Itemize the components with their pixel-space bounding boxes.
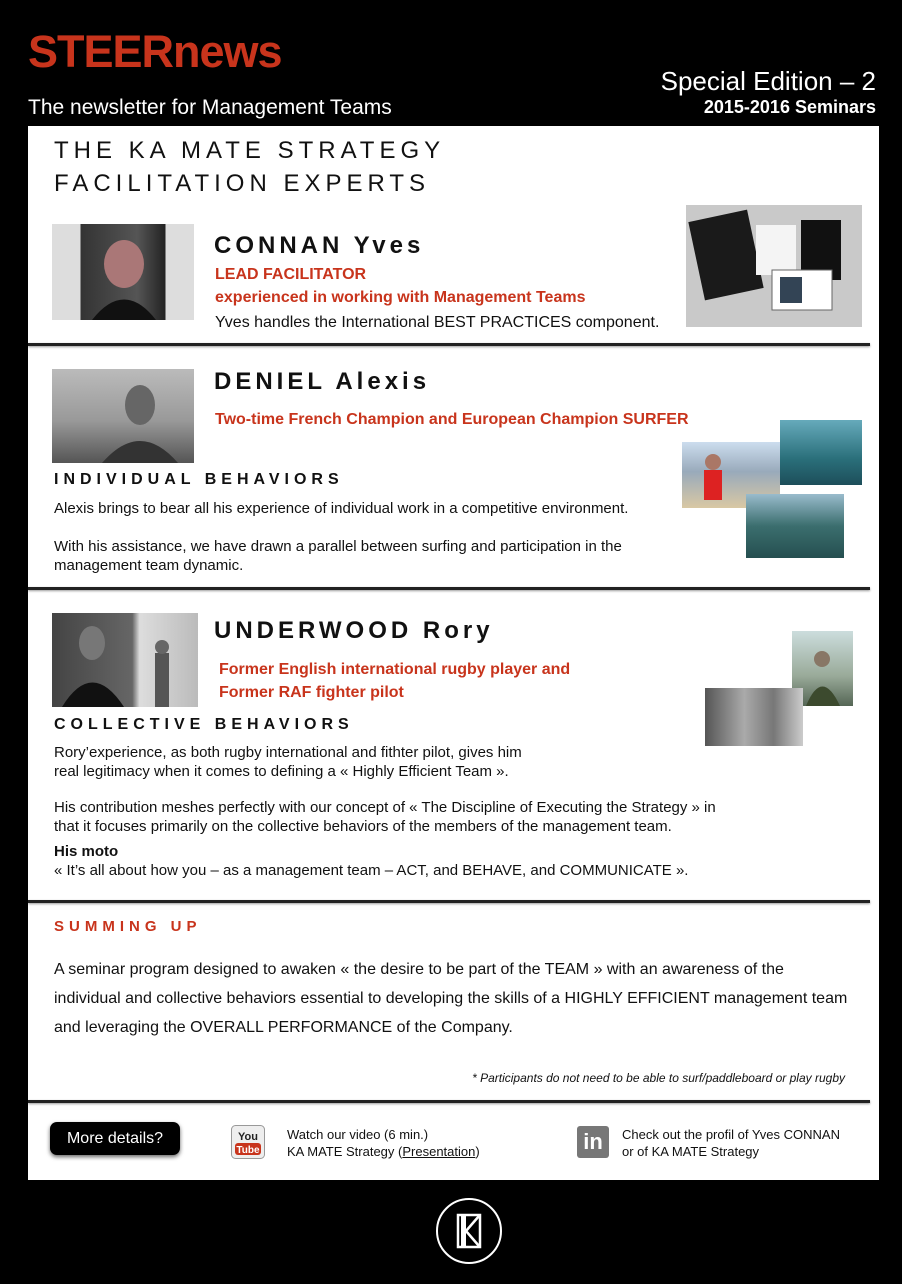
moto-quote: « It’s all about how you – as a management team – ACT, and BEHAVE, and COMMUNICATE ». <box>54 862 689 879</box>
individual-behaviors-heading: INDIVIDUAL BEHAVIORS <box>54 471 344 488</box>
surf-photo-3 <box>746 494 844 558</box>
underwood-name: UNDERWOOD Rory <box>214 617 494 644</box>
presentation-link[interactable]: Presentation <box>402 1144 476 1159</box>
connan-portrait <box>52 224 194 320</box>
youtube-icon[interactable] <box>231 1125 265 1159</box>
seminars-label: 2015-2016 Seminars <box>703 97 876 117</box>
video-cta-line-2 <box>287 1143 480 1160</box>
connan-name: CONNAN Yves <box>214 232 425 259</box>
deniel-portrait <box>52 369 194 463</box>
underwood-portrait <box>52 613 198 707</box>
underwood-paragraph-2: His contribution meshes perfectly with our concept of « The Discipline of Executing the Strategy » in that it focuses primarily on the collective behaviors of the members of the management team. <box>54 799 716 835</box>
connan-detail: experienced in working with Management Teams <box>215 289 586 306</box>
connan-role: LEAD FACILITATOR <box>215 266 367 283</box>
video-cta-line-1: Watch our video (6 min.) <box>287 1127 429 1142</box>
deniel-name: DENIEL Alexis <box>214 368 431 395</box>
section-divider <box>28 587 870 590</box>
video-cta-suffix: ) <box>475 1144 480 1159</box>
section-divider <box>28 1100 870 1103</box>
linkedin-cta-line-1[interactable]: Check out the profil of Yves CONNAN <box>622 1127 840 1142</box>
underwood-role-1: Former English international rugby player and <box>219 661 571 678</box>
stationery-image <box>686 205 862 327</box>
rugby-photo <box>705 688 803 746</box>
video-cta <box>287 1126 480 1160</box>
headline-line-2: FACILITATION EXPERTS <box>54 170 431 197</box>
surf-photo-1 <box>780 420 862 485</box>
linkedin-cta-line-2[interactable]: or of KA MATE Strategy <box>622 1144 760 1159</box>
deniel-paragraph-1: Alexis brings to bear all his experience of individual work in a competitive environment. <box>54 500 629 517</box>
newsletter-tagline: The newsletter for Management Teams <box>28 96 392 119</box>
deniel-role: Two-time French Champion and European Champion SURFER <box>215 411 689 428</box>
svg-text:You: You <box>238 1131 258 1143</box>
newsletter-brand: STEERnews <box>28 26 282 77</box>
summary-footnote: * Participants do not need to be able to surf/paddleboard or play rugby <box>472 1071 845 1085</box>
moto-label: His moto <box>54 843 119 860</box>
section-divider <box>28 343 870 346</box>
video-cta-prefix: KA MATE Strategy ( <box>287 1144 403 1159</box>
summing-up-heading: SUMMING UP <box>54 918 202 935</box>
svg-text:Tube: Tube <box>236 1145 260 1156</box>
deniel-paragraph-2: With his assistance, we have drawn a parallel between surfing and participation in the management team dynamic. <box>54 538 622 574</box>
edition-label: Special Edition – 2 <box>660 66 876 96</box>
section-divider <box>28 900 870 903</box>
underwood-paragraph-1: Rory’experience, as both rugby international and fithter pilot, gives him real legitimacy when it comes to defining a « Highly Efficient Team ». <box>54 744 522 780</box>
underwood-role-2: Former RAF fighter pilot <box>219 684 404 701</box>
summary-text: A seminar program designed to awaken « the desire to be part of the TEAM » with an awareness of the individual and collective behaviors essential to developing the skills of a HIGHLY EFFICIENT management team and leveraging the OVERALL PERFORMANCE of the Company. <box>54 961 848 1036</box>
kamate-logo <box>436 1198 502 1264</box>
linkedin-cta <box>622 1126 840 1160</box>
connan-text: Yves handles the International BEST PRACTICES component. <box>215 314 660 331</box>
linkedin-icon[interactable]: in <box>577 1126 609 1158</box>
headline-line-1: THE KA MATE STRATEGY <box>54 137 446 164</box>
more-details-button[interactable]: More details? <box>50 1122 180 1155</box>
collective-behaviors-heading: COLLECTIVE BEHAVIORS <box>54 716 354 733</box>
